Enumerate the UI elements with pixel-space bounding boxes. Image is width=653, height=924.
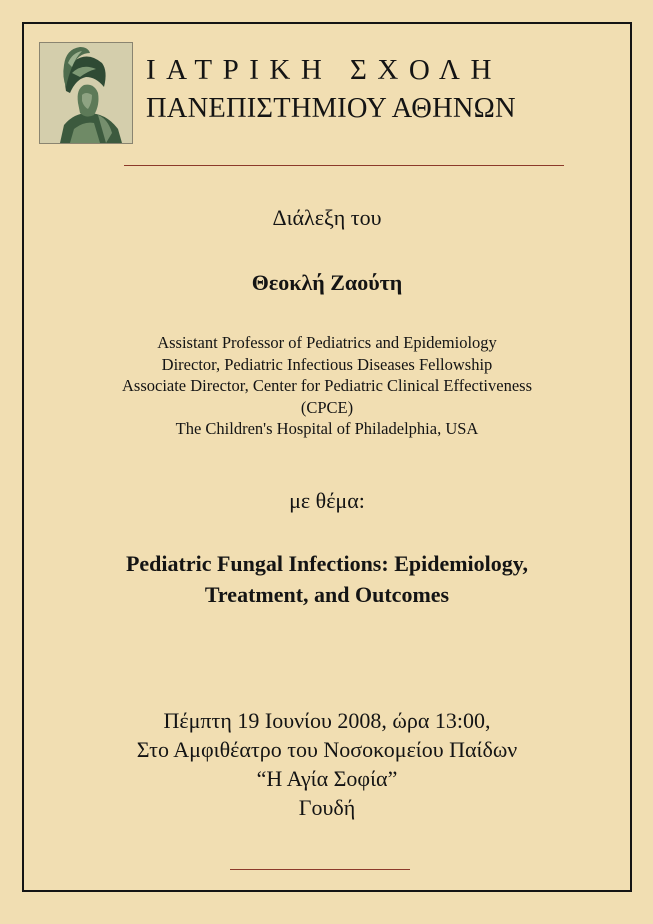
speaker-affiliation (22, 332, 632, 440)
school-name-heading: ΙΑΤΡΙΚΗ ΣΧΟΛΗ (146, 54, 502, 86)
affiliation-line: Associate Director, Center for Pediatric Clinical Effectiveness (121, 376, 532, 395)
affiliation-line: Assistant Professor of Pediatrics and Epidemiology (157, 333, 497, 352)
talk-title-line: Treatment, and Outcomes (204, 582, 450, 607)
event-details (22, 706, 632, 822)
event-location: Γουδή (298, 795, 356, 820)
event-date-time: Πέμπτη 19 Ιουνίου 2008, ώρα 13:00, (163, 708, 491, 733)
lecture-intro: Διάλεξη του (272, 205, 382, 230)
divider-top (124, 165, 564, 166)
speaker-name: Θεοκλή Ζαούτη (251, 270, 403, 295)
university-name-heading: ΠΑΝΕΠΙΣΤΗΜΙΟΥ ΑΘΗΝΩΝ (146, 93, 516, 124)
topic-label: με θέμα: (289, 488, 365, 513)
event-hospital: “Η Αγία Σοφία” (256, 766, 398, 791)
affiliation-line: The Children's Hospital of Philadelphia, USA (175, 419, 479, 438)
talk-title-line: Pediatric Fungal Infections: Epidemiology, (125, 551, 529, 576)
divider-bottom (230, 869, 410, 870)
athena-helmet-statue-icon (39, 42, 133, 144)
event-venue: Στο Αμφιθέατρο του Νοσοκομείου Παίδων (136, 737, 518, 762)
affiliation-line: Director, Pediatric Infectious Diseases Fellowship (161, 354, 493, 374)
affiliation-line: (CPCE) (300, 397, 354, 417)
talk-title (22, 548, 632, 610)
